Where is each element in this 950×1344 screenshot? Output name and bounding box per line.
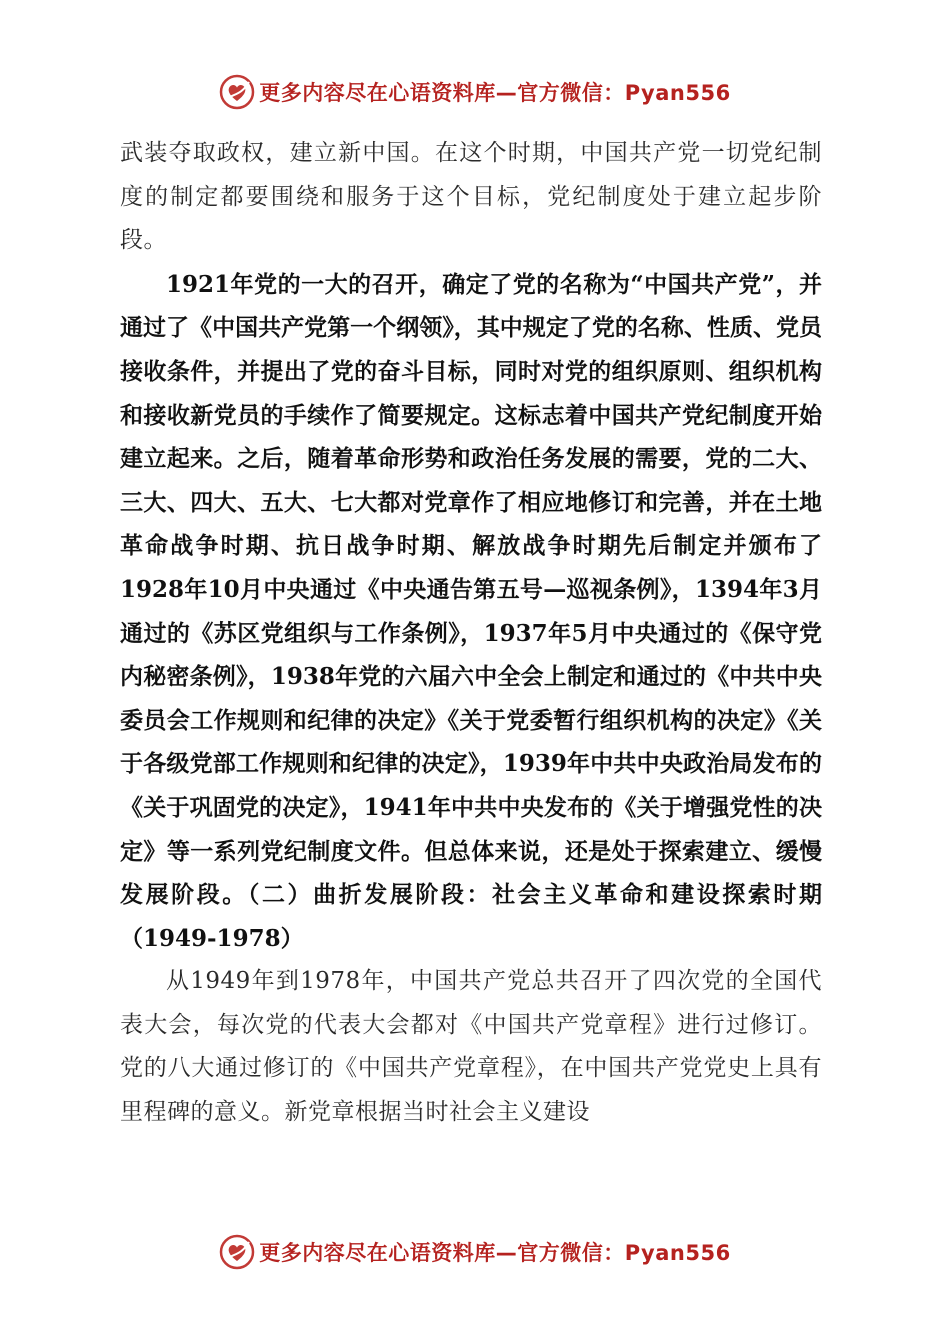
heart-logo-icon <box>219 74 255 110</box>
paragraph-continued: 武装夺取政权，建立新中国。在这个时期，中国共产党一切党纪制度的制定都要围绕和服务于这个目标，党纪制度处于建立起步阶段。 <box>120 140 822 254</box>
header-banner <box>0 72 950 112</box>
paragraph-1949-1978: 从1949年到1978年，中国共产党总共召开了四次党的全国代表大会，每次党的代表大会都对《中国共产党章程》进行过修订。党的八大通过修订的《中国共产党章程》，在中国共产党党史上具有里程碑的意义。新党章根据当时社会主义建设 <box>120 968 822 1126</box>
header-banner-text: 更多内容尽在心语资料库—官方微信：Pyan556 <box>259 81 731 105</box>
footer-banner-text: 更多内容尽在心语资料库—官方微信：Pyan556 <box>259 1241 731 1265</box>
paragraph-history-founding: 1921年党的一大的召开，确定了党的名称为“中国共产党”，并通过了《中国共产党第一个纲领》，其中规定了党的名称、性质、党员接收条件，并提出了党的奋斗目标，同时对党的组织原则、组织机构和接收新党员的手续作了简要规定。这标志着中国共产党纪制度开始建立起来。之后，随着革命形势和政治任务发展的需要，党的二大、三大、四大、五大、七大都对党章作了相应地修订和完善，并在土地革命战争时期、抗日战争时期、解放战争时期先后制定并颁布了1928年10月中央通过《中央通告第五号—巡视条例》，1394年3月通过的《苏区党组织与工作条例》，1937年5月中央通过的《保守党内秘密条例》，1938年党的六届六中全会上制定和通过的《中共中央委员会工作规则和纪律的决定》《关于党委暂行组织机构的决定》《关于各级党部工作规则和纪律的决定》，1939年中共中央政治局发布的《关于巩固党的决定》，1941年中共中央发布的《关于增强党性的决定》等一系列党纪制度文件。但总体来说，还是处于探索建立、缓慢发展阶段。（二）曲折发展阶段：社会主义革命和建设探索时期（1949-1978） <box>120 270 822 952</box>
footer-banner <box>0 1232 950 1272</box>
heart-logo-icon <box>219 1234 255 1270</box>
document-body <box>120 132 822 1135</box>
